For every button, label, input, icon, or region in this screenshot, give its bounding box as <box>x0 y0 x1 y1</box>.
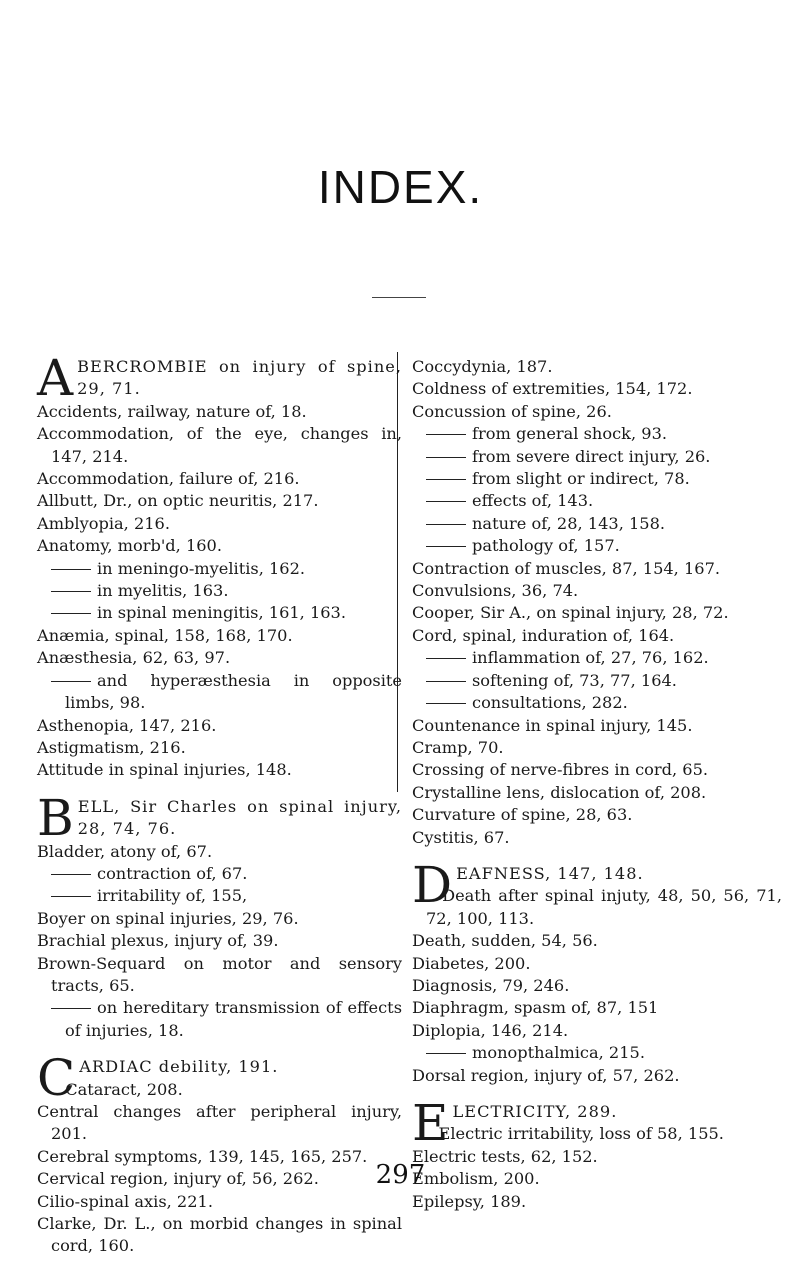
index-entry: Cerebral symptoms, 139, 145, 165, 257. <box>37 1146 368 1166</box>
dash-rule <box>51 569 91 570</box>
page-title: INDEX. <box>317 161 484 213</box>
section-a-head <box>37 349 402 407</box>
index-entry: Coccydynia, 187. <box>412 357 553 376</box>
index-entry: ARDIAC debility, 191. <box>79 1057 279 1077</box>
dash-rule <box>426 501 466 502</box>
index-entry: Cataract, 208. <box>65 1079 183 1099</box>
index-subentry: contraction of, 67. <box>37 863 402 885</box>
index-entry: Concussion of spine, 26. <box>412 401 612 421</box>
index-subentry: inflammation of, 27, 76, 162. <box>412 647 782 669</box>
index-subentry: effects of, 143. <box>412 490 782 512</box>
index-entry: Accommodation, failure of, 216. <box>37 469 300 489</box>
index-entry: Coldness of extremities, 154, 172. <box>412 379 693 399</box>
index-entry: Electric tests, 62, 152. <box>412 1146 598 1166</box>
dash-rule <box>51 896 91 897</box>
index-entry: Cramp, 70. <box>412 737 504 757</box>
page-number: 297 <box>375 1160 426 1190</box>
index-entry: Embolism, 200. <box>412 1169 540 1189</box>
index-entry: Curvature of spine, 28, 63. <box>412 805 633 825</box>
index-entry: Cord, spinal, induration of, 164. <box>412 625 675 645</box>
dash-rule <box>51 681 91 682</box>
index-subentry: consultations, 282. <box>412 692 782 714</box>
index-entry: Attitude in spinal injuries, 148. <box>37 760 292 780</box>
index-entry: Electric irritability, loss of 58, 155. <box>438 1124 724 1144</box>
index-entry: Cooper, Sir A., on spinal injury, 28, 72. <box>412 603 729 623</box>
index-entry: EAFNESS, 147, 148. <box>456 863 644 883</box>
index-entry: Brown-Sequard on motor and sensory tracts, 65. <box>37 953 402 995</box>
index-entry: Crystalline lens, dislocation of, 208. <box>412 782 707 802</box>
index-entry: Epilepsy, 189. <box>412 1191 527 1211</box>
index-entry: Clarke, Dr. L., on morbid changes in spinal cord, 160. <box>37 1214 402 1256</box>
index-entry: ELL, Sir Charles on spinal injury, 28, 74, 76. <box>77 796 402 839</box>
index-entry: Convulsions, 36, 74. <box>412 581 579 601</box>
index-entry: Death, sudden, 54, 56. <box>412 931 598 951</box>
index-entry: Anæmia, spinal, 158, 168, 170. <box>37 625 293 645</box>
dash-rule <box>51 1008 91 1009</box>
index-subentry: pathology of, 157. <box>412 535 782 557</box>
index-entry: Accidents, railway, nature of, 18. <box>37 401 307 421</box>
index-entry: BERCROMBIE on injury of spine, 29, 71. <box>77 357 402 399</box>
dash-rule <box>426 479 466 480</box>
index-entry: Crossing of nerve-fibres in cord, 65. <box>412 760 709 780</box>
dash-rule <box>51 591 91 592</box>
index-subentry: nature of, 28, 143, 158. <box>412 513 782 535</box>
left-column <box>37 349 402 1258</box>
drop-cap-d: D <box>412 855 453 914</box>
index-subentry: on hereditary transmission of effects of injuries, 18. <box>37 997 402 1042</box>
index-entry: Asthenopia, 147, 216. <box>37 715 217 735</box>
dash-rule <box>426 457 466 458</box>
index-entry: Diabetes, 200. <box>412 953 531 973</box>
index-entry: Diaphragm, spasm of, 87, 151 <box>412 998 659 1018</box>
section-b-head <box>37 788 402 847</box>
index-subentry: in meningo-myelitis, 162. <box>37 558 402 580</box>
index-entry: Anatomy, morb'd, 160. <box>37 536 222 556</box>
index-subentry: from severe direct injury, 26. <box>412 446 782 468</box>
index-entry: Bladder, atony of, 67. <box>37 841 213 861</box>
dash-rule <box>426 703 466 704</box>
index-entry: Anæsthesia, 62, 63, 97. <box>37 648 231 668</box>
dash-rule <box>426 1053 466 1054</box>
index-entry: Death after spinal injuty, 48, 50, 56, 71, 72, 100, 113. <box>426 886 782 928</box>
index-subentry: from slight or indirect, 78. <box>412 468 782 490</box>
index-subentry: in myelitis, 163. <box>37 580 402 602</box>
drop-cap-b: B <box>37 788 74 847</box>
dash-rule <box>426 658 466 659</box>
index-subentry: from general shock, 93. <box>412 423 782 445</box>
right-column <box>412 356 782 1213</box>
dash-rule <box>51 613 91 614</box>
index-entry: Diagnosis, 79, 246. <box>412 975 570 995</box>
index-subentry: monopthalmica, 215. <box>412 1042 782 1064</box>
index-subentry: and hyperæsthesia in opposite limbs, 98. <box>37 670 402 715</box>
index-entry: Cervical region, injury of, 56, 262. <box>37 1169 319 1189</box>
dash-rule <box>51 874 91 875</box>
index-entry: Brachial plexus, injury of, 39. <box>37 931 279 951</box>
index-entry: Central changes after peripheral injury, 201. <box>37 1102 402 1144</box>
index-entry: Amblyopia, 216. <box>37 513 170 533</box>
index-subentry: in spinal meningitis, 161, 163. <box>37 602 402 624</box>
dash-rule <box>426 681 466 682</box>
index-entry: Cilio-spinal axis, 221. <box>37 1191 213 1211</box>
index-entry: Dorsal region, injury of, 57, 262. <box>412 1065 680 1085</box>
index-entry: Diplopia, 146, 214. <box>412 1020 569 1040</box>
dash-rule <box>426 434 466 435</box>
index-entry: LECTRICITY, 289. <box>452 1102 618 1121</box>
drop-cap-c: C <box>37 1049 76 1108</box>
index-entry: Cystitis, 67. <box>412 827 510 847</box>
dash-rule <box>426 546 466 547</box>
dash-rule <box>426 524 466 525</box>
drop-cap-a: A <box>37 349 74 407</box>
index-subentry: irritability of, 155, <box>37 885 402 907</box>
index-entry: Countenance in spinal injury, 145. <box>412 715 693 735</box>
index-entry: Accommodation, of the eye, changes in, 147, 214. <box>37 424 402 466</box>
index-entry: Contraction of muscles, 87, 154, 167. <box>412 558 721 578</box>
title-rule <box>372 297 426 298</box>
index-entry: Boyer on spinal injuries, 29, 76. <box>37 908 299 928</box>
index-subentry: softening of, 73, 77, 164. <box>412 670 782 692</box>
index-entry: Astigmatism, 216. <box>37 737 186 757</box>
index-entry: Allbutt, Dr., on optic neuritis, 217. <box>37 491 319 511</box>
drop-cap-e: E <box>412 1094 449 1152</box>
